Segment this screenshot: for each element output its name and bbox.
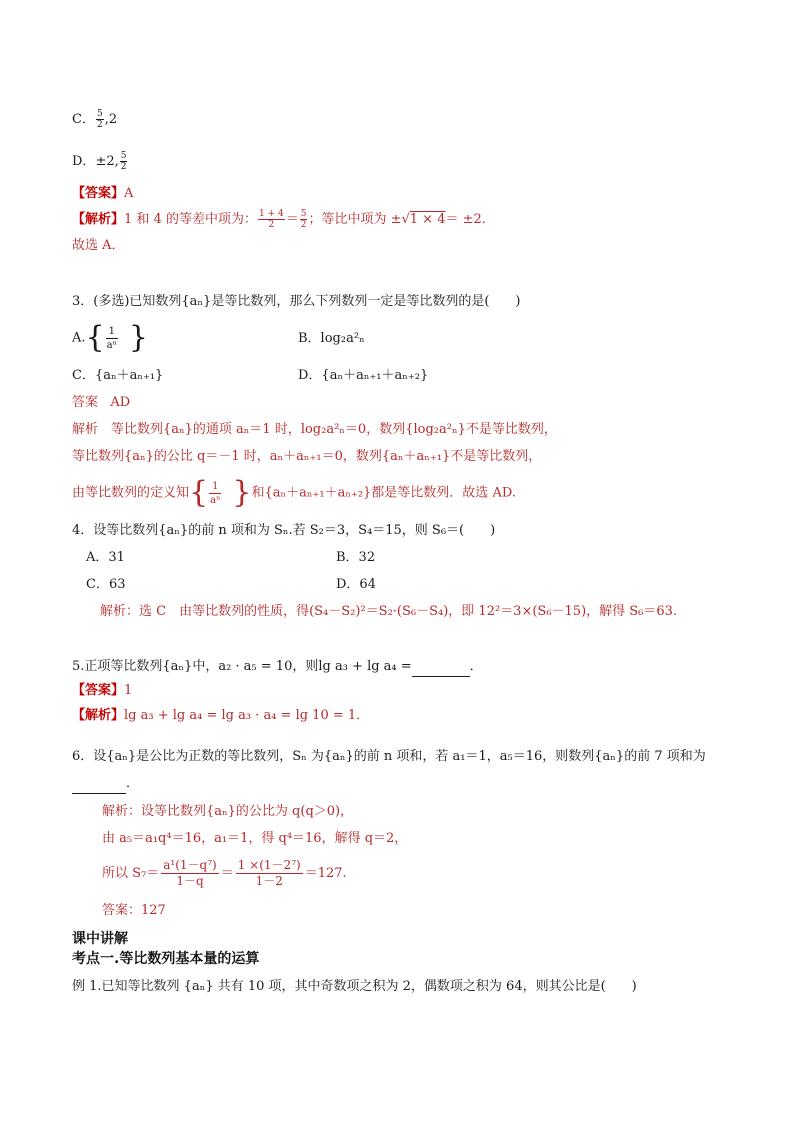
section-title: 课中讲解 xyxy=(72,931,128,947)
q3-answer: 答案 AD xyxy=(72,395,131,410)
q4-explanation: 解析：选 C 由等比数列的性质，得(S₄－S₂)²＝S₂·(S₆－S₄)，即 12²＝3×(S₆－15)，解得 S₆＝63. xyxy=(100,604,678,619)
q3-explanation-line-3: 由等比数列的定义知{ $\frac{1}{\text{aⁿ}}$ }和{aₙ＋aₙ₊₁＋aₙ₊₂}都是等比数列．故选 AD. xyxy=(72,475,516,510)
q3-explanation-line-1: 解析 等比数列{aₙ}的通项 aₙ＝1 时，log₂a²ₙ＝0，数列{log₂a²ₙ}不是等比数列， xyxy=(72,422,557,437)
q2-conclusion: 故选 A． xyxy=(72,238,125,253)
q5-explanation: 【解析】lg a₃ + lg a₄ = lg a₃ · a₄ = lg 10 = 1． xyxy=(72,708,370,723)
q6-explanation-line-2: 由 a₅＝a₁q⁴＝16，a₁＝1，得 q⁴＝16，解得 q＝2， xyxy=(102,831,408,846)
option-d: D．±2, $\frac{5}{2}$ xyxy=(72,151,127,172)
q2-answer: 【答案】A xyxy=(72,186,134,201)
option-c-label: C． xyxy=(72,112,95,127)
q3-option-b: B．log₂a²ₙ xyxy=(298,331,365,346)
option-d-label: D． xyxy=(72,154,96,169)
q6-explanation-line-3: 所以 S₇＝ $\frac{\text{a¹(1－q⁷)}}{1-q}$ ＝ $\frac{\text{1 ×(1－2⁷)}}{1-2}$ ＝127. xyxy=(102,858,347,888)
q5-blank xyxy=(412,658,470,677)
option-d-fraction: $\frac{5}{2}$ xyxy=(120,151,127,172)
example-1: 例 1.已知等比数列 {aₙ} 共有 10 项，其中奇数项之积为 2，偶数项之积为 64，则其公比是( ) xyxy=(72,979,637,994)
q6-explanation-line-1: 解析：设等比数列{aₙ}的公比为 q(q＞0)， xyxy=(102,804,354,819)
q4-option-a: A．31 xyxy=(86,550,125,565)
q3-explanation-line-2: 等比数列{aₙ}的公比 q＝－1 时，aₙ＋aₙ₊₁＝0，数列{aₙ＋aₙ₊₁}不是等比数列， xyxy=(72,449,542,464)
q6-blank xyxy=(72,775,126,794)
q3-option-c: C．{aₙ＋aₙ₊₁} xyxy=(72,368,164,383)
q5-answer: 【答案】1 xyxy=(72,683,133,698)
q2-explanation: 【解析】1 和 4 的等差中项为： $\frac{1 + 4}{2}$ ＝ $\frac{5}{2}$ ；等比中项为 ±√1 × 4＝ ±2． xyxy=(72,209,495,230)
option-c: C． $\frac{5}{2}$ ,2 xyxy=(72,109,118,130)
q4-stem: 4．设等比数列{aₙ}的前 n 项和为 Sₙ.若 S₂＝3，S₄＝15，则 S₆＝( ) xyxy=(72,523,496,538)
q5-stem: 5.正项等比数列{aₙ}中，a₂ · a₅ = 10，则lg a₃ + lg a₄ = ． xyxy=(72,658,483,677)
q6-stem: 6．设{aₙ}是公比为正数的等比数列，Sₙ 为{aₙ}的前 n 项和，若 a₁＝1，a₅＝16，则数列{aₙ}的前 7 项和为 xyxy=(72,749,706,764)
q4-option-d: D．64 xyxy=(336,577,376,592)
q6-blank-line: ． xyxy=(72,775,139,794)
q3-option-a: A.{ $\frac{1}{\text{aⁿ}}$ } xyxy=(72,320,149,355)
q3-option-a-fraction: $\frac{1}{\text{aⁿ}}$ xyxy=(106,325,117,351)
q4-option-b: B．32 xyxy=(336,550,376,565)
option-c-fraction: $\frac{5}{2}$ xyxy=(96,109,103,130)
q3-option-d: D．{aₙ＋aₙ₊₁＋aₙ₊₂} xyxy=(298,368,429,383)
subsection-title: 考点一.等比数列基本量的运算 xyxy=(72,951,260,967)
q4-option-c: C．63 xyxy=(86,577,126,592)
q3-stem: 3．(多选)已知数列{aₙ}是等比数列，那么下列数列一定是等比数列的是( ) xyxy=(72,294,521,309)
q6-answer: 答案：127 xyxy=(102,903,166,918)
sqrt-symbol: √ xyxy=(401,212,410,227)
